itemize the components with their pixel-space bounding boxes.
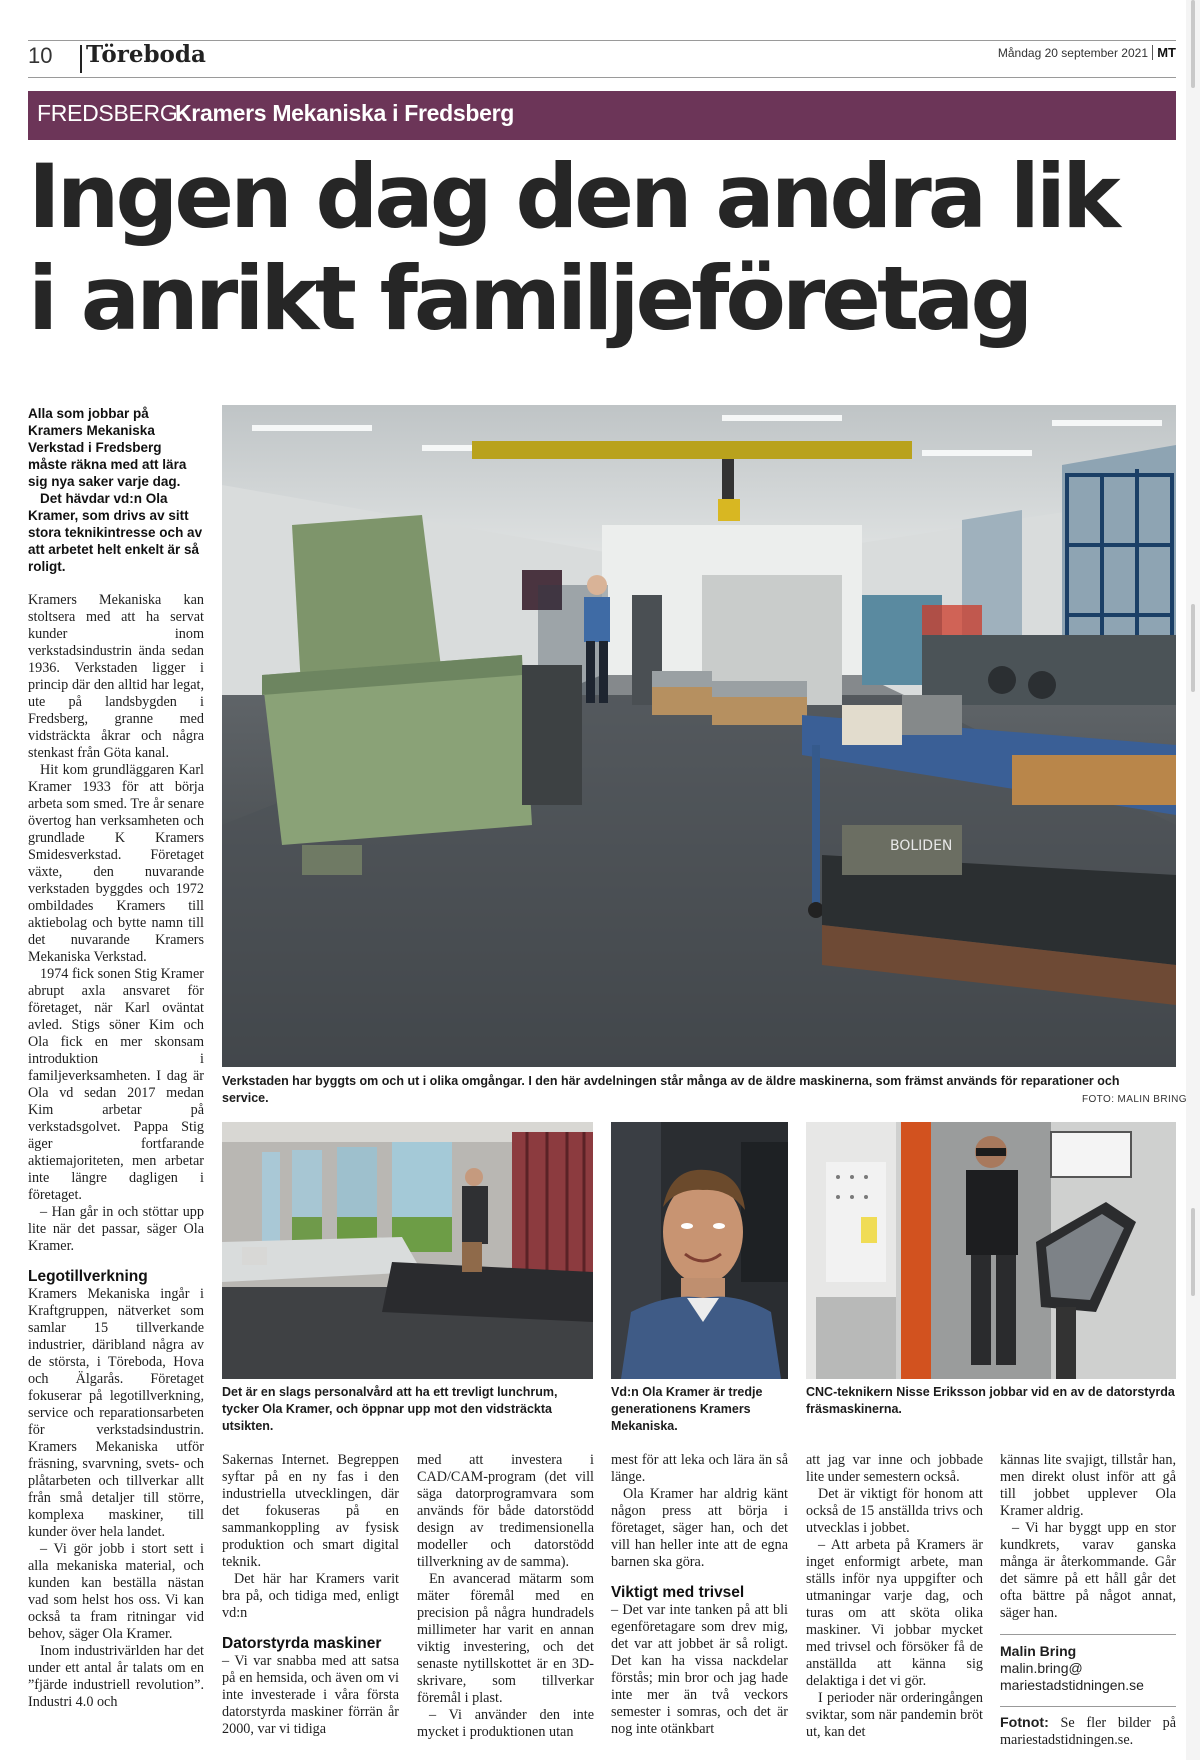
body-paragraph: Det är viktigt för honom att också de 15 anställda trivs och utvecklas i jobbet. <box>806 1486 983 1536</box>
photo-portrait-ola-kramer <box>611 1122 788 1379</box>
page-number: 10 <box>28 43 53 68</box>
body-paragraph: med att investera i CAD/CAM-program (det vill säga datorprogramvara som används för både datorstödd design av tredimensionella modeller och datorstödd tillverkning av de samma). <box>417 1452 594 1570</box>
scrollbar[interactable] <box>1186 0 1200 1760</box>
masthead <box>28 40 1176 78</box>
main-photo-credit: FOTO: MALIN BRING <box>1082 1094 1187 1105</box>
body-paragraph: – Vi använder den inte mycket i produktionen utan <box>417 1707 594 1740</box>
kicker-place: FREDSBERG. <box>37 100 184 126</box>
lede-paragraph: Det hävdar vd:n Ola Kramer, som drivs av sitt stora teknikintresse och av att arbetet helt enkelt är så roligt. <box>28 491 203 574</box>
body-paragraph: – Vi gör jobb i stort sett i alla mekaniska material, och kunden kan beställa nästan vad som helst hos oss. Vi kan också ta fram ritningar vid behov, säger Ola Kramer. <box>28 1541 204 1642</box>
workshop-illustration <box>222 405 1176 1067</box>
section-name: Töreboda <box>86 41 206 68</box>
body-paragraph: – Att arbeta på Kramers är inget enformigt arbete, man ställs inför nya uppgifter och utmaningar varje dag, och turas om att sköta olika maskiner. Vi jobbar mycket med trivsel och försöker få de anställda att känna sig delaktiga i det vi gör. <box>806 1537 983 1689</box>
footnote <box>1000 1715 1176 1749</box>
kicker-bar <box>28 91 1176 140</box>
body-paragraph: Ola Kramer har aldrig känt någon press att börja i företaget, säger han, och det vill han heller inte att de egna barnen ska göra. <box>611 1486 788 1570</box>
body-paragraph: 1974 fick sonen Stig Kramer abrupt axla ansvaret för företaget, när Karl oväntat avled. Stigs söner Kim och Ola fick en mer skonsam introduktion i familjeverksamheten. I dag är Ola vd sedan 2017 medan Kim arbetar på verkstadsgolvet. Pappa Stig äger fortfarande aktiemajoriteten, men arbetar inte längre dagligen i företaget. <box>28 966 204 1203</box>
photo-cnc-technician <box>806 1122 1176 1379</box>
body-paragraph: mest för att leka och lära än så länge. <box>611 1452 788 1485</box>
byline-email-line-2: mariestadstidningen.se <box>1000 1677 1144 1693</box>
footnote-text: Se fler bilder på mariestadstidningen.se. <box>1000 1715 1176 1748</box>
body-paragraph: Kramers Mekaniska kan stoltsera med att ha servat kunder inom verkstadsindustrin ända sedan 1936. Verkstaden ligger i princip där den alltid har legat, ute på landsbygden i Fredsberg, granne med vidsträckta åkrar och några stenkast från Göta kanal. <box>28 592 204 761</box>
body-paragraph: Hit kom grundläggaren Karl Kramer 1933 för att börja arbeta som smed. Tre år senare övertog han verksamheten och grundlade K Kramers Smidesverkstad. Företaget växte, den nuvarande verkstaden byggdes och 1972 ombildades Kramers till aktiebolag och bytte namn till det nuvarande Kramers Mekaniska Verkstad. <box>28 762 204 965</box>
body-paragraph: att jag var inne och jobbade lite under semestern också. <box>806 1452 983 1485</box>
article-column-3 <box>417 1452 594 1741</box>
byline-name: Malin Bring <box>1000 1643 1077 1659</box>
subheading: Viktigt med trivsel <box>611 1584 745 1601</box>
article-column-2 <box>222 1452 399 1738</box>
scrollbar-thumb[interactable] <box>1191 0 1195 88</box>
subheading: Datorstyrda maskiner <box>222 1635 382 1652</box>
publication-logo: MT <box>1152 45 1176 60</box>
footnote-divider <box>1000 1706 1176 1707</box>
scroll-page-marker <box>1191 604 1195 692</box>
lunch-photo-caption: Det är en slags personalvård att ha ett trevligt lunchrum, tycker Ola Kramer, och öppnar upp mot den vidsträckta utsikten. <box>222 1385 558 1433</box>
lede <box>28 405 204 575</box>
body-paragraph: – Det var inte tanken på att bli egenföretagare som drev mig, det var att jobbet är så roligt. Det kan ha vissa nackdelar förstås; min bror och jag hade inte mer än två veckors semester i somras, och det är nog inte otänkbart <box>611 1602 788 1737</box>
main-photo-workshop <box>222 405 1176 1067</box>
body-paragraph: Inom industrivärlden har det under ett antal år talats om en ”fjärde industriell revolution”. Industri 4.0 och <box>28 1643 204 1710</box>
byline-email-line-1: malin.bring@ <box>1000 1660 1083 1676</box>
photo-sign-text: BOLIDEN <box>890 838 953 854</box>
byline-email[interactable] <box>1000 1660 1176 1694</box>
kicker-topic: Kramers Mekaniska i Fredsberg <box>175 100 515 126</box>
article-column-4 <box>611 1452 788 1738</box>
photo-lunch-room <box>222 1122 593 1379</box>
body-paragraph: I perioder när orderingången sviktar, som när pandemin bröt ut, kan det <box>806 1690 983 1740</box>
masthead-divider <box>80 45 82 73</box>
subheading: Legotillverkning <box>28 1268 148 1285</box>
headline <box>28 146 1178 350</box>
headline-line-2: i anrikt familjeföretag <box>28 247 1030 350</box>
body-paragraph: En avancerad mätarm som mäter föremål med en precision på några hundradels millimeter har varit en annan viktig investering, och det senaste nytillskottet är en 3D-skrivare, som tillverkar föremål i plast. <box>417 1571 594 1706</box>
body-paragraph: Kramers Mekaniska ingår i Kraftgruppen, nätverket som samlar 15 tillverkande industrier, däribland några av de största, i Töreboda, Hova och Älgarås. Företaget fokuserar på legotillverkning, service och reparationsarbeten för verkstadsindustrin. Kramers Mekaniska utför fräsning, svarvning, svets- och plåtarbeten och tillverkar allt från små detaljer till större, komplexa maskiner, till kunder över hela landet. <box>28 1286 204 1540</box>
portrait-illustration <box>611 1122 788 1379</box>
body-paragraph: – Han går in och stöttar upp lite när det passar, säger Ola Kramer. <box>28 1204 204 1254</box>
headline-line-1: Ingen dag den andra lik <box>28 145 1117 248</box>
body-paragraph: Sakernas Internet. Begreppen syftar på en ny fas i den industriella utvecklingen, där det fokuseras på en sammankoppling av fysisk produktion och smart digital teknik. <box>222 1452 399 1570</box>
main-photo-caption: Verkstaden har byggts om och ut i olika omgångar. I den här avdelningen står många av de äldre maskinerna, som främst används för reparationer och service. <box>222 1074 1120 1105</box>
article-column-5 <box>806 1452 983 1741</box>
footnote-label: Fotnot: <box>1000 1715 1049 1731</box>
lunch-room-illustration <box>222 1122 593 1379</box>
byline-divider <box>1000 1634 1176 1635</box>
publication-date: Måndag 20 september 2021 <box>997 46 1148 60</box>
portrait-photo-caption: Vd:n Ola Kramer är tredje generationens Kramers Mekaniska. <box>611 1385 763 1433</box>
article-column-1 <box>28 592 204 1711</box>
scroll-page-marker <box>1191 1208 1195 1296</box>
cnc-photo-caption: CNC-teknikern Nisse Eriksson jobbar vid en av de datorstyrda fräsmaskinerna. <box>806 1385 1175 1416</box>
article-column-6 <box>1000 1452 1176 1749</box>
body-paragraph: – Vi var snabba med att satsa på en hemsida, och även om vi inte investerade i våra första datorstyrda maskiner förrän år 2000, var vi tidiga <box>222 1653 399 1737</box>
body-paragraph: Det här har Kramers varit bra på, och tidiga med, enligt vd:n <box>222 1571 399 1621</box>
cnc-illustration <box>806 1122 1176 1379</box>
body-paragraph: – Vi har byggt upp en stor kundkrets, varav ganska många är återkommande. Går det sämre på ett håll går det ofta bättre på något annat, säger han. <box>1000 1520 1176 1621</box>
body-paragraph: kännas lite svajigt, tillstår han, men direkt olust inför att gå till jobbet upplever Ola Kramer aldrig. <box>1000 1452 1176 1519</box>
lede-paragraph: Alla som jobbar på Kramers Mekaniska Verkstad i Fredsberg måste räkna med att lära sig nya saker varje dag. <box>28 406 187 489</box>
